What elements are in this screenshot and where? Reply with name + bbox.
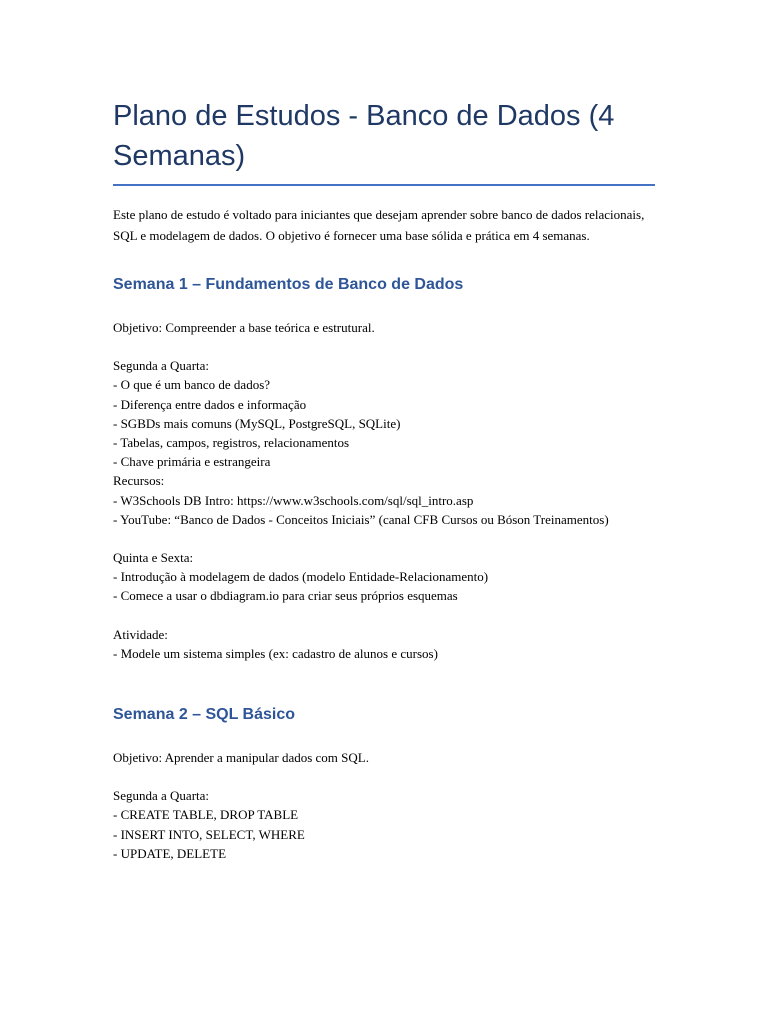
list-item: - O que é um banco de dados?: [113, 377, 271, 393]
week1-section: [113, 318, 655, 663]
list-item: - Diferença entre dados e informação: [113, 396, 307, 412]
list-item: - YouTube: “Banco de Dados - Conceitos Iniciais” (canal CFB Cursos ou Bóson Treinamentos): [113, 511, 609, 527]
week2-objective: Objetivo: Aprender a manipular dados com SQL.: [113, 750, 369, 766]
document-page: [113, 96, 655, 863]
list-item: - Modele um sistema simples (ex: cadastro de alunos e cursos): [113, 645, 438, 661]
week2-mon-wed-label: Segunda a Quarta:: [113, 788, 210, 804]
week2-section: [113, 748, 655, 863]
list-item: - INSERT INTO, SELECT, WHERE: [113, 826, 305, 842]
week2-heading: Semana 2 – SQL Básico: [113, 706, 296, 724]
list-item: - Introdução à modelagem de dados (modelo Entidade-Relacionamento): [113, 569, 489, 585]
document-title: Plano de Estudos - Banco de Dados (4 Semanas): [113, 96, 655, 186]
week1-objective: Objetivo: Compreender a base teórica e estrutural.: [113, 320, 375, 335]
list-item: - CREATE TABLE, DROP TABLE: [113, 807, 299, 823]
week1-heading: Semana 1 – Fundamentos de Banco de Dados: [113, 276, 464, 293]
week1-activity-label: Atividade:: [113, 626, 168, 642]
list-item: - W3Schools DB Intro: https://www.w3schools.com/sql/sql_intro.asp: [113, 492, 474, 508]
week1-mon-wed-label: Segunda a Quarta:: [113, 358, 210, 374]
week1-thu-fri-label: Quinta e Sexta:: [113, 550, 194, 566]
list-item: - UPDATE, DELETE: [113, 845, 227, 861]
list-item: - Tabelas, campos, registros, relacionamentos: [113, 435, 350, 451]
list-item: - Comece a usar o dbdiagram.io para criar seus próprios esquemas: [113, 588, 458, 604]
list-item: - SGBDs mais comuns (MySQL, PostgreSQL, SQLite): [113, 415, 401, 431]
intro-paragraph: Este plano de estudo é voltado para iniciantes que desejam aprender sobre banco de dados relacionais, SQL e modelagem de dados. O objetivo é fornecer uma base sólida e prática em 4 semanas.: [113, 207, 645, 243]
list-item: - Chave primária e estrangeira: [113, 454, 271, 470]
week1-resources-label: Recursos:: [113, 473, 165, 489]
